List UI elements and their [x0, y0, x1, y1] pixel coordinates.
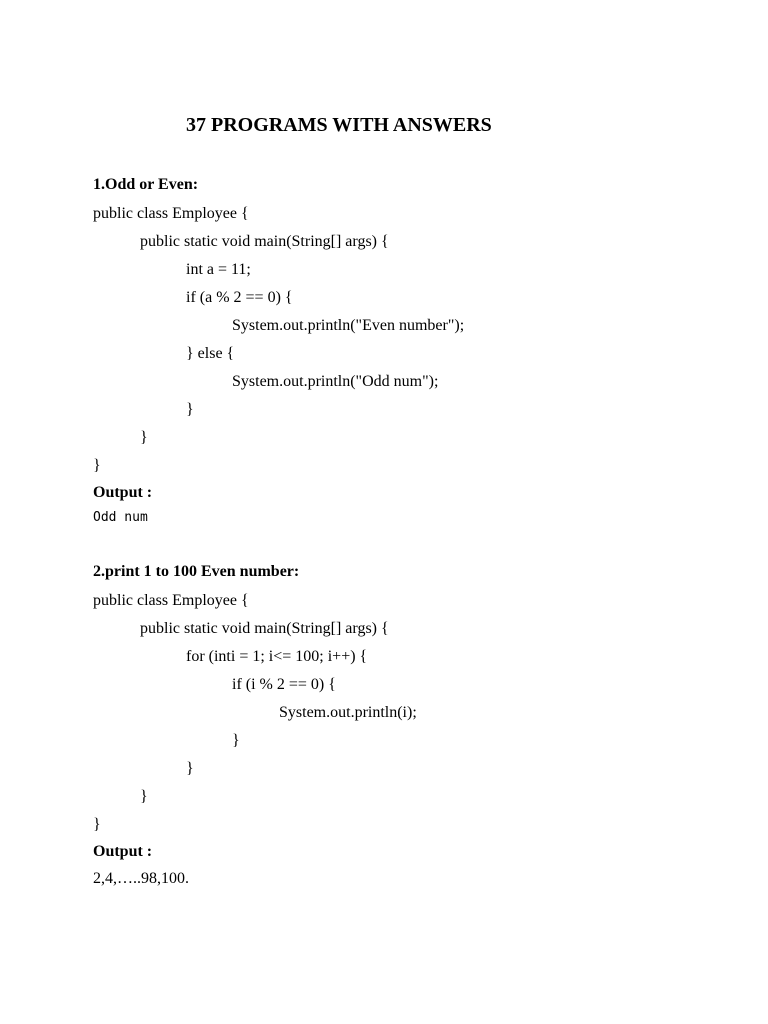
code-line: System.out.println("Odd num"); [232, 373, 439, 390]
code-line: if (a % 2 == 0) { [186, 289, 293, 306]
program-1-output-label: Output : [93, 484, 153, 501]
code-line: } [186, 401, 194, 418]
code-line: if (i % 2 == 0) { [232, 676, 336, 693]
code-line: public static void main(String[] args) { [140, 620, 389, 637]
code-line: } [232, 732, 240, 749]
code-line: public class Employee { [93, 592, 249, 609]
code-line: System.out.println("Even number"); [232, 317, 465, 334]
code-line: } [140, 429, 148, 446]
program-1-output: Odd num [93, 510, 148, 525]
program-2-output: 2,4,…..98,100. [93, 870, 189, 887]
program-2-output-label: Output : [93, 843, 153, 860]
code-line: for (inti = 1; i<= 100; i++) { [186, 648, 368, 665]
code-line: public static void main(String[] args) { [140, 233, 389, 250]
code-line: public class Employee { [93, 205, 249, 222]
program-1-heading: 1.Odd or Even: [93, 176, 199, 193]
code-line: int a = 11; [186, 261, 251, 278]
code-line: } [93, 816, 101, 833]
code-line: System.out.println(i); [279, 704, 417, 721]
code-line: } [93, 457, 101, 474]
code-line: } [186, 760, 194, 777]
code-line: } [140, 788, 148, 805]
document-title: 37 PROGRAMS WITH ANSWERS [186, 114, 492, 136]
program-2-heading: 2.print 1 to 100 Even number: [93, 563, 300, 580]
code-line: } else { [186, 345, 235, 362]
